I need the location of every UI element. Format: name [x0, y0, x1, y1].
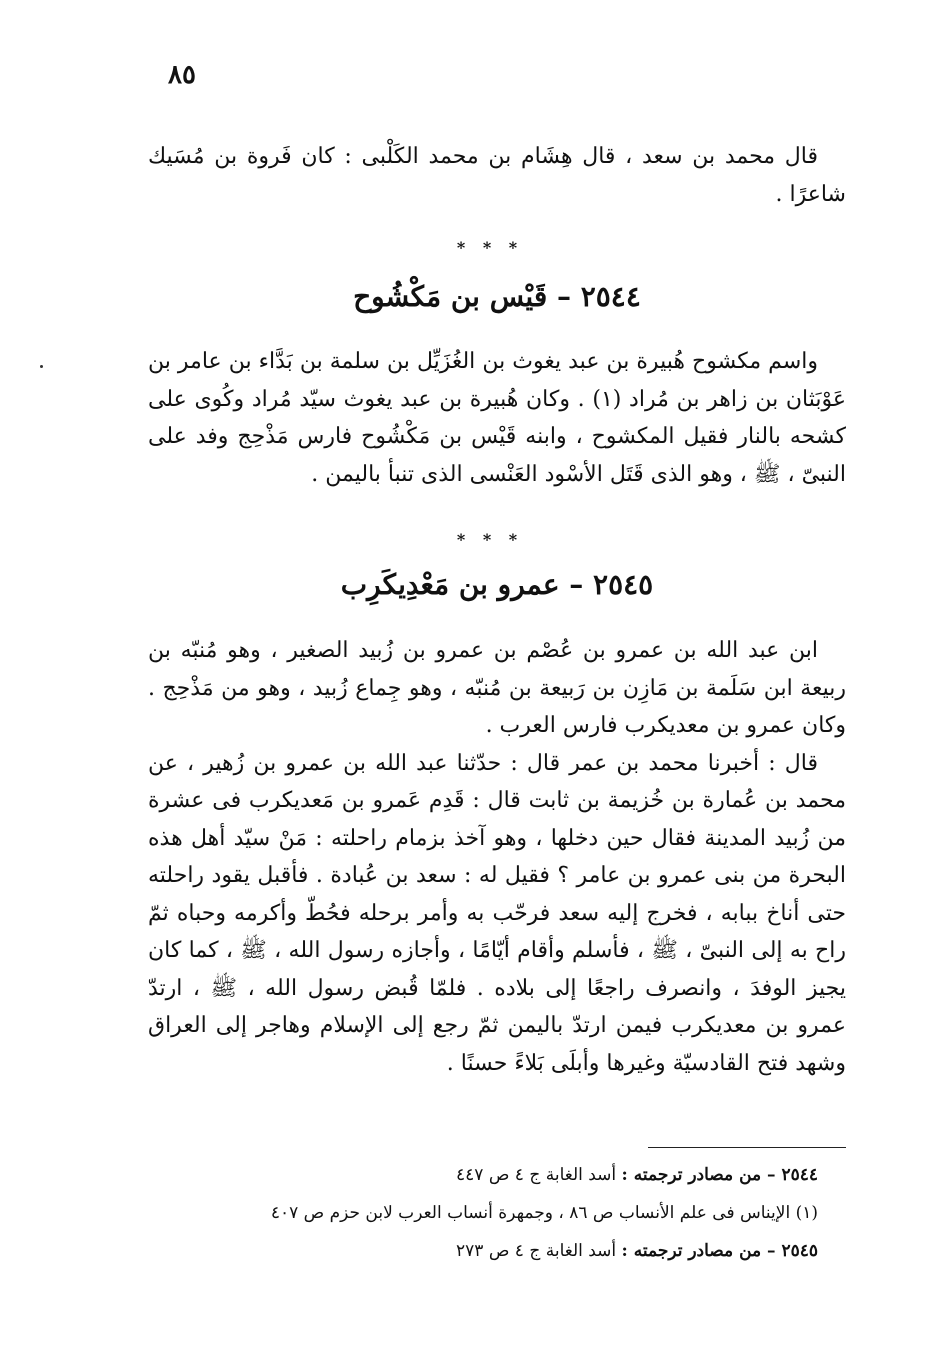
section-separator: * * *: [456, 530, 524, 549]
footnote-label: ٢٥٤٥ – من مصادر ترجمته :: [621, 1241, 818, 1261]
section-separator: * * *: [456, 238, 524, 257]
footnote-text: أسد الغابة ج ٤ ص ٤٤٧: [456, 1165, 622, 1185]
footnote-label: ٢٥٤٤ – من مصادر ترجمته :: [621, 1165, 818, 1185]
entry-2545-paragraph-2: قال : أخبرنا محمد بن عمر قال : حدّثنا عبد الله بن عمرو بن زُهير ، عن محمد بن عُمارة بن خُزيمة بن ثابت قال : قَدِم عَمرو بن مَعديكرب فى عشرة من زُبيد المدينة فقال حين دخلها ، وهو آخذ بزمام راحلته : مَنْ سيّد أهل هذه البحرة من بنى عمرو بن عامر ؟ فقيل له : سعد بن عُبادة . فأقبل يقود راحلته حتى أناخ ببابه ، فخرج إليه سعد فرحّب به وأمر برحله فحُطّ وأكرمه وحباه ثمّ راح به إلى النبىّ ، ﷺ ، فأسلم وأقام أيّامًا ، وأجازه رسول الله ، ﷺ ، كما كان يجيز الوفدَ ، وانصرف راجعًا إلى بلاده . فلمّا قُبض رسول الله ، ﷺ ، ارتدّ عمرو بن معديكرب فيمن ارتدّ باليمن ثمّ رجع إلى الإسلام وهاجر إلى العراق وشهد فتح القادسيّة وغيرها وأبلَى بَلاءً حسنًا .: [148, 750, 846, 1076]
entry-2545-paragraph-1: ابن عبد الله بن عمرو بن عُصْم بن عمرو بن زُبيد الصغير ، وهو مُنبّه بن ربيعة ابن سَلَمة بن مَازِن بن رَبيعة بن مُنبّه ، وهو جِماع زُبيد ، وهو من مَذْحِج . وكان عمرو بن معديكرب فارس العرب .: [148, 638, 846, 738]
footnote-source-2544: [148, 1156, 818, 1194]
footnote-text: أسد الغابة ج ٤ ص ٢٧٣: [456, 1241, 622, 1261]
footnote-source-2545: [148, 1232, 818, 1270]
scan-speck: [40, 365, 43, 368]
entry-2544-body: [148, 343, 846, 493]
intro-text: [148, 138, 846, 213]
entry-2544-paragraph: واسم مكشوح هُبيرة بن عبد يغوث بن الغُزَيِّل بن سلمة بن بَدَّاء بن عامر بن عَوْبَثان بن زاهر بن مُراد (١) . وكان هُبيرة بن عبد يغوث سيّد مُراد وكُوى على كشحه بالنار فقيل المكشوح ، وابنه قَيْس بن مَكْشُوح فارس مَذْحِج وفد على النبىّ ، ﷺ ، وهو الذى قَتَل الأسْود العَنْسى الذى تنبأ باليمن .: [148, 349, 846, 487]
footnote-1: [148, 1194, 818, 1232]
entry-heading-2545: ٢٥٤٥ – عمرو بن مَعْدِيكَرِب: [340, 568, 654, 601]
footnote-text: (١) الإيناس فى علم الأنساب ص ٨٦ ، وجمهرة أنساب العرب لابن حزم ص ٤٠٧: [270, 1203, 818, 1223]
entry-2545-body: [148, 632, 846, 1082]
entry-heading-2544: ٢٥٤٤ – قَيْس بن مَكْشُوح: [353, 280, 641, 313]
footnotes: [148, 1156, 818, 1270]
footnote-divider: [648, 1147, 846, 1148]
intro-paragraph: قال محمد بن سعد ، قال هِشَام بن محمد الكَلْبى : كان فَروة بن مُسَيك شاعرًا .: [148, 144, 846, 207]
page-number: ٨٥: [168, 60, 196, 90]
